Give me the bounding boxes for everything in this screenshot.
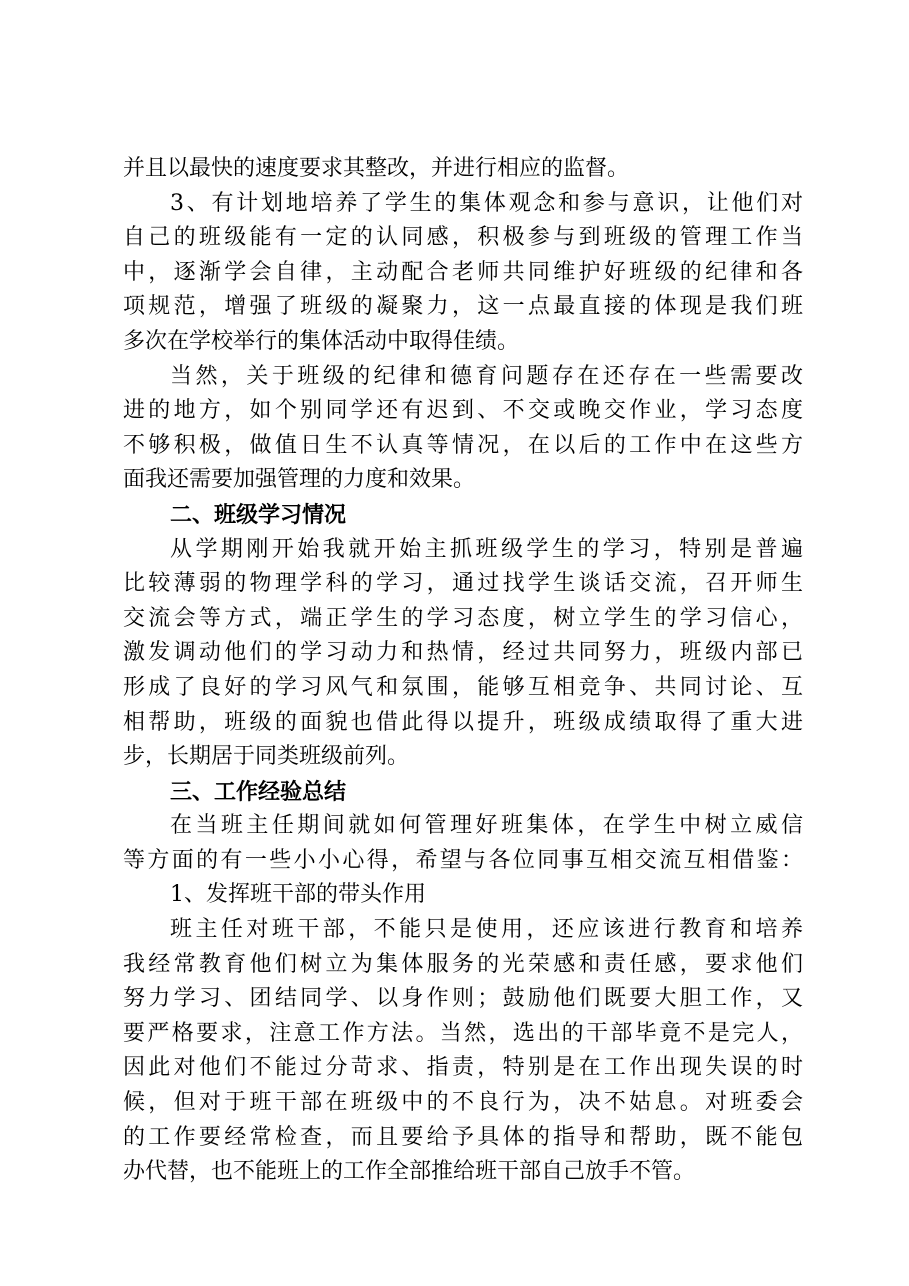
text-line: 我经常教育他们树立为集体服务的光荣感和责任感，要求他们 (123, 951, 803, 977)
text-line: 进的地方，如个别同学还有迟到、不交或晚交作业，学习态度 (123, 398, 803, 424)
text-line: 不够积极，做值日生不认真等情况，在以后的工作中在这些方 (123, 432, 803, 458)
document-body (123, 152, 803, 1190)
text-line: 的工作要经常检查，而且要给予具体的指导和帮助，既不能包 (123, 1124, 803, 1150)
text-line: 中，逐渐学会自律，主动配合老师共同维护好班级的纪律和各 (123, 259, 803, 285)
text-line: 项规范，增强了班级的凝聚力，这一点最直接的体现是我们班 (123, 294, 803, 320)
text-line: 从学期刚开始我就开始主抓班级学生的学习，特别是普遍 (170, 536, 803, 562)
text-line: 因此对他们不能过分苛求、指责，特别是在工作出现失误的时 (123, 1055, 803, 1081)
text-line: 要严格要求，注意工作方法。当然，选出的干部毕竟不是完人， (123, 1020, 803, 1046)
text-line: 形成了良好的学习风气和氛围，能够互相竞争、共同讨论、互 (123, 674, 803, 700)
text-line: 自己的班级能有一定的认同感，积极参与到班级的管理工作当 (123, 225, 803, 251)
text-line: 步，长期居于同类班级前列。 (123, 744, 410, 770)
text-line: 交流会等方式，端正学生的学习态度，树立学生的学习信心， (123, 605, 803, 631)
text-line: 并且以最快的速度要求其整改，并进行相应的监督。 (123, 156, 630, 181)
text-line: 相帮助，班级的面貌也借此得以提升，班级成绩取得了重大进 (123, 709, 803, 735)
text-line: 候，但对于班干部在班级中的不良行为，决不姑息。对班委会 (123, 1090, 803, 1116)
section-heading: 二、班级学习情况 (170, 501, 347, 528)
section-heading: 三、工作经验总结 (170, 778, 347, 805)
text-line: 在当班主任期间就如何管理好班集体，在学生中树立威信 (170, 813, 803, 839)
text-line: 当然，关于班级的纪律和德育问题存在还存在一些需要改 (170, 363, 803, 389)
text-line: 3、有计划地培养了学生的集体观念和参与意识，让他们对 (170, 190, 803, 216)
sub-heading: 1、发挥班干部的带头作用 (170, 882, 426, 908)
text-line: 激发调动他们的学习动力和热情，经过共同努力，班级内部已 (123, 640, 803, 666)
text-line: 比较薄弱的物理学科的学习，通过找学生谈话交流，召开师生 (123, 571, 803, 597)
text-line: 面我还需要加强管理的力度和效果。 (123, 467, 476, 493)
text-line: 办代替，也不能班上的工作全部推给班干部自己放手不管。 (123, 1159, 696, 1185)
text-line: 班主任对班干部，不能只是使用，还应该进行教育和培养 (170, 917, 803, 943)
text-line: 等方面的有一些小小心得，希望与各位同事互相交流互相借鉴： (123, 847, 803, 873)
text-line: 多次在学校举行的集体活动中取得佳绩。 (123, 328, 520, 354)
text-line: 努力学习、团结同学、以身作则；鼓励他们既要大胆工作，又 (123, 986, 803, 1012)
